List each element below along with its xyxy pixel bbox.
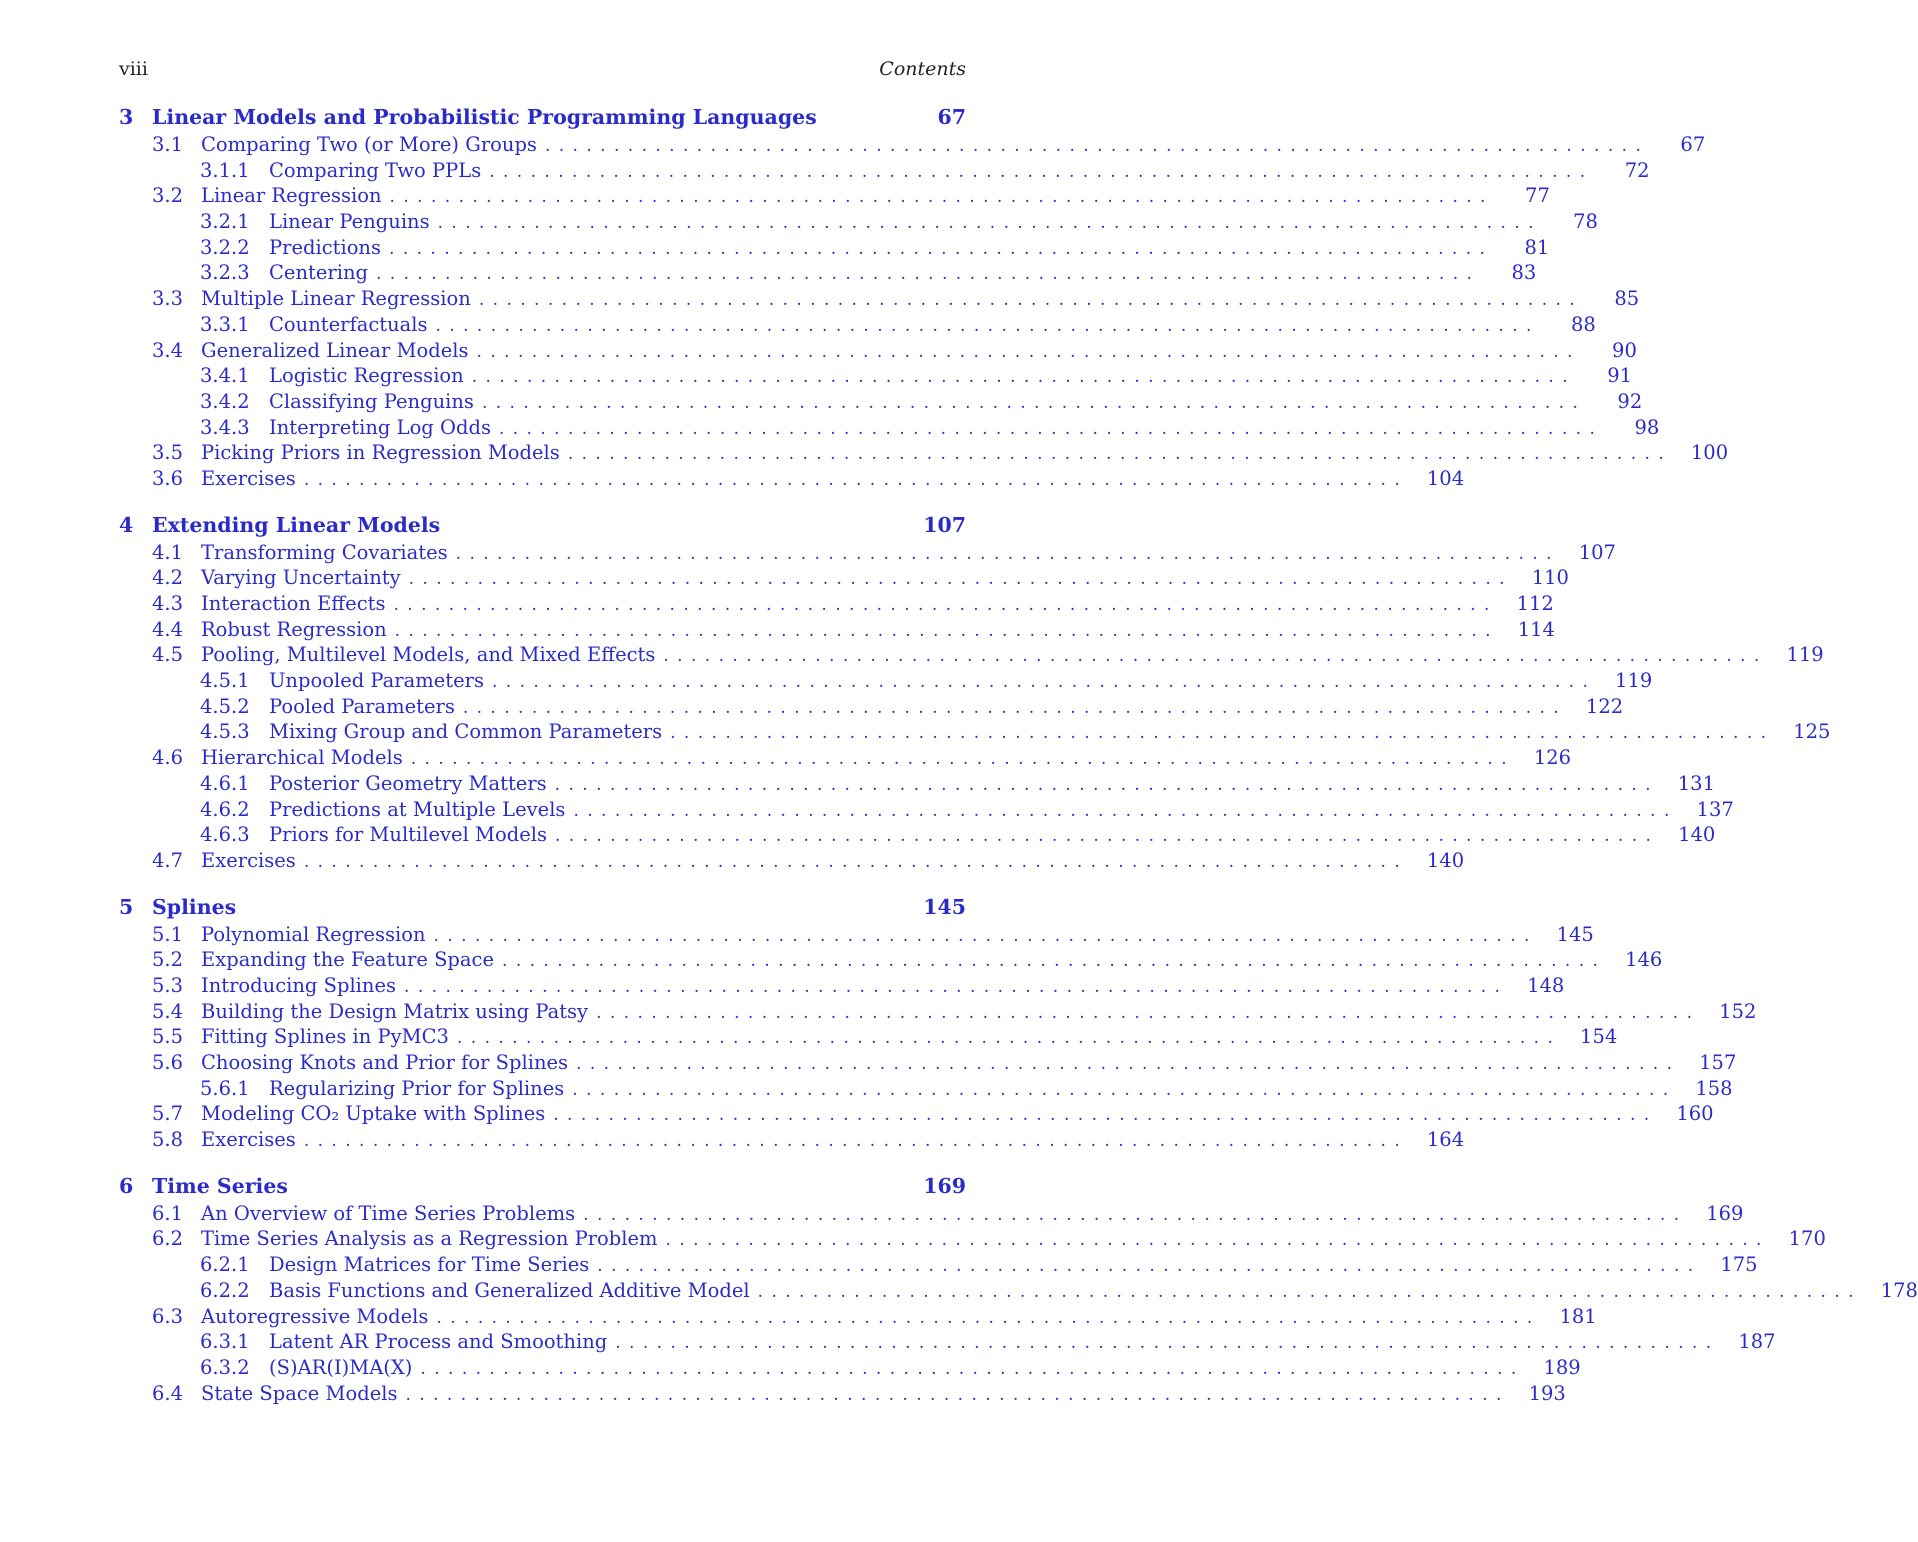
toc-number: 3.1.1 — [200, 158, 250, 182]
toc-page-number[interactable]: 170 — [1788, 1227, 1826, 1251]
toc-entry-chapter[interactable] — [119, 1174, 966, 1202]
toc-title[interactable]: Linear Regression — [201, 184, 382, 208]
toc-entry-subsection[interactable] — [119, 1330, 1776, 1356]
toc-title[interactable]: Pooling, Multilevel Models, and Mixed Effects — [201, 643, 656, 667]
toc-entry-section[interactable] — [119, 338, 1637, 365]
toc-number: 4.6.3 — [200, 823, 250, 847]
dot-leader: ................................................................................ — [303, 1131, 1409, 1152]
toc-entry-subsection[interactable] — [119, 364, 1633, 390]
dot-leader: ................................................................................ — [583, 1204, 1688, 1225]
toc-page-number[interactable]: 119 — [1615, 669, 1653, 693]
toc-page-number[interactable]: 107 — [1578, 540, 1616, 564]
toc-entry-section[interactable] — [119, 540, 1616, 567]
toc-title[interactable]: State Space Models — [201, 1381, 398, 1405]
dot-leader: ................................................................................ — [502, 951, 1607, 972]
toc-page-number[interactable]: 91 — [1607, 364, 1633, 388]
toc-entry-section[interactable] — [119, 948, 1663, 974]
toc-entry-section[interactable] — [119, 1227, 1826, 1253]
toc-title[interactable]: Interpreting Log Odds — [269, 415, 491, 439]
toc-page-number[interactable]: 140 — [1426, 848, 1465, 872]
toc-number: 6.4 — [152, 1381, 184, 1405]
dot-leader: ................................................................................ — [553, 1105, 1658, 1126]
toc-title[interactable]: Exercises — [201, 466, 296, 490]
toc-title[interactable]: Design Matrices for Time Series — [269, 1253, 590, 1277]
toc-number: 3.4.3 — [200, 415, 250, 439]
toc-page-number[interactable]: 122 — [1585, 694, 1624, 718]
dot-leader: ................................................................................ — [303, 851, 1409, 872]
toc-entry-section[interactable] — [119, 643, 1824, 669]
toc-title[interactable]: Comparing Two (or More) Groups — [201, 133, 537, 156]
toc-title[interactable]: Exercises — [201, 848, 296, 872]
toc-entry-subsection[interactable] — [119, 415, 1660, 442]
toc-entry-section[interactable] — [119, 1102, 1714, 1128]
toc-page-number[interactable]: 83 — [1511, 261, 1537, 285]
dot-leader: ................................................................................ — [394, 620, 1499, 641]
toc-number: 4.4 — [152, 617, 184, 641]
toc-entry-subsection[interactable] — [119, 389, 1643, 416]
toc-page-number[interactable]: 137 — [1696, 797, 1734, 821]
toc-page-number[interactable]: 88 — [1571, 312, 1596, 336]
toc-number: 5 — [119, 894, 134, 919]
toc-title[interactable]: Extending Linear Models — [152, 512, 441, 537]
toc-title[interactable]: Unpooled Parameters — [269, 669, 484, 693]
toc-number: 3.3 — [152, 287, 184, 311]
toc-title[interactable]: Linear Models and Probabilistic Programming Languages — [152, 105, 817, 129]
toc-title[interactable]: Centering — [269, 261, 368, 285]
dot-leader: ................................................................................ — [498, 418, 1604, 439]
toc-entry-section[interactable] — [119, 1381, 1566, 1408]
toc-title[interactable]: Generalized Linear Models — [201, 338, 469, 362]
toc-title[interactable]: Autoregressive Models — [201, 1304, 429, 1328]
toc-title[interactable]: Exercises — [201, 1128, 296, 1152]
toc-entry-section[interactable] — [119, 592, 1554, 618]
dot-leader: ................................................................................ — [615, 1333, 1720, 1354]
toc-page-number[interactable]: 114 — [1517, 617, 1555, 641]
toc-entry-subsection[interactable] — [119, 235, 1550, 262]
toc-title[interactable]: Linear Penguins — [269, 210, 430, 234]
toc-number: 4.6.1 — [200, 771, 250, 795]
toc-entry-section[interactable] — [119, 441, 1729, 467]
toc-number: 3.4 — [152, 338, 184, 362]
dot-leader: ................................................................................ — [389, 187, 1494, 208]
toc-page-number[interactable]: 81 — [1524, 235, 1550, 259]
toc-number: 4.5.2 — [200, 694, 250, 718]
toc-entry-subsection[interactable] — [119, 694, 1624, 721]
toc-title[interactable]: Multiple Linear Regression — [201, 287, 471, 311]
toc-title[interactable]: Choosing Knots and Prior for Splines — [201, 1051, 569, 1074]
toc-number: 3.2 — [152, 184, 184, 208]
toc-number: 6.3 — [152, 1304, 184, 1328]
toc-entry-section[interactable] — [119, 1128, 1465, 1154]
toc-entry-subsection[interactable] — [119, 1278, 1918, 1305]
dot-leader: ................................................................................ — [456, 1028, 1562, 1049]
toc-entry-section[interactable] — [119, 287, 1640, 313]
dot-leader: ................................................................................ — [544, 136, 1650, 156]
toc-title[interactable]: Polynomial Regression — [201, 922, 426, 946]
toc-title[interactable]: Predictions at Multiple Levels — [269, 797, 566, 821]
toc-number: 5.6.1 — [200, 1076, 250, 1100]
toc-number: 4 — [119, 512, 134, 537]
dot-leader: ................................................................................ — [576, 1054, 1681, 1074]
toc-page-number[interactable]: 78 — [1573, 210, 1598, 234]
toc-title[interactable]: Time Series Analysis as a Regression Problem — [201, 1227, 658, 1251]
toc-number: 3.2.1 — [200, 210, 250, 234]
toc-number: 5.1 — [152, 922, 184, 946]
dot-leader: ................................................................................ — [757, 1281, 1862, 1302]
toc-title[interactable]: Splines — [152, 894, 237, 919]
toc-page-number[interactable]: 67 — [937, 105, 966, 129]
toc-number: 4.5.1 — [200, 669, 250, 693]
toc-title[interactable]: Comparing Two PPLs — [269, 158, 482, 182]
toc-entry-chapter[interactable] — [119, 105, 966, 133]
dot-leader: ................................................................................ — [437, 213, 1542, 234]
toc-entry-section[interactable] — [119, 999, 1757, 1026]
dot-leader: ................................................................................ — [670, 723, 1775, 744]
toc-entry-section[interactable] — [119, 973, 1565, 1000]
toc-page-number[interactable]: 187 — [1738, 1330, 1776, 1354]
toc-title[interactable]: Predictions — [269, 235, 382, 259]
toc-entry-subsection[interactable] — [119, 261, 1537, 287]
toc-entry-subsection[interactable] — [119, 720, 1831, 746]
toc-page-number[interactable]: 175 — [1720, 1253, 1758, 1277]
toc-page-number[interactable]: 158 — [1695, 1076, 1733, 1100]
dot-leader: ................................................................................ — [491, 672, 1597, 693]
toc-page-number[interactable]: 193 — [1528, 1381, 1566, 1405]
toc-page-number[interactable]: 98 — [1634, 415, 1660, 439]
toc-entry-section[interactable] — [119, 566, 1569, 592]
toc-title[interactable]: Time Series — [152, 1173, 288, 1198]
toc-page-number[interactable]: 181 — [1559, 1304, 1597, 1328]
toc-number: 6.2.1 — [200, 1253, 250, 1277]
toc-number: 4.1 — [152, 540, 184, 564]
dot-leader: ................................................................................ — [435, 315, 1540, 336]
toc-number: 5.2 — [152, 948, 184, 972]
running-header — [119, 58, 966, 80]
dot-leader: ................................................................................ — [471, 367, 1577, 388]
toc-title[interactable]: Robust Regression — [201, 617, 387, 641]
toc-number: 3.6 — [152, 466, 184, 490]
dot-leader: ................................................................................ — [489, 161, 1594, 182]
dot-leader: ................................................................................ — [663, 646, 1768, 667]
toc-number: 3 — [119, 105, 134, 129]
toc-page-number[interactable]: 100 — [1690, 441, 1729, 465]
toc-page-number[interactable]: 104 — [1426, 466, 1465, 490]
toc-entry-section[interactable] — [119, 1025, 1618, 1051]
toc-number: 6.2.2 — [200, 1278, 250, 1302]
dot-leader: ................................................................................ — [404, 976, 1509, 997]
toc-title[interactable]: Regularizing Prior for Splines — [269, 1076, 565, 1100]
toc-page-number[interactable]: 146 — [1625, 948, 1663, 972]
toc-entry-subsection[interactable] — [119, 797, 1734, 824]
page-number: viii — [119, 58, 148, 80]
toc-title[interactable]: Posterior Geometry Matters — [269, 771, 547, 795]
dot-leader: ................................................................................ — [573, 800, 1678, 821]
toc-title[interactable]: An Overview of Time Series Problems — [201, 1201, 576, 1225]
toc-page-number[interactable]: 92 — [1617, 389, 1643, 413]
toc-entry-section[interactable] — [119, 466, 1465, 493]
dot-leader: ................................................................................ — [462, 697, 1568, 718]
toc-page-number[interactable]: 169 — [923, 1173, 966, 1198]
toc-number: 6.2 — [152, 1227, 184, 1251]
toc-title[interactable]: Building the Design Matrix using Patsy — [201, 999, 589, 1023]
toc-entry-section[interactable] — [119, 922, 1594, 949]
running-title: Contents — [879, 58, 966, 80]
dot-leader: ................................................................................ — [596, 1002, 1701, 1023]
toc-number: 6.3.1 — [200, 1330, 250, 1354]
dot-leader: ................................................................................ — [665, 1230, 1770, 1251]
dot-leader: ................................................................................ — [389, 238, 1494, 259]
toc-title[interactable]: Fitting Splines in PyMC3 — [201, 1025, 449, 1049]
toc-title[interactable]: Classifying Penguins — [269, 389, 474, 413]
toc-entry-section[interactable] — [119, 746, 1572, 772]
toc-title[interactable]: Modeling CO₂ Uptake with Splines — [201, 1102, 546, 1126]
toc-page-number[interactable]: 152 — [1719, 999, 1757, 1023]
toc-page-number[interactable]: 119 — [1786, 643, 1824, 667]
toc-page-number[interactable]: 77 — [1525, 184, 1550, 208]
toc-number: 3.4.2 — [200, 389, 250, 413]
dot-leader: ................................................................................ — [476, 341, 1581, 362]
dot-leader: ................................................................................ — [405, 1384, 1510, 1405]
toc-number: 4.6.2 — [200, 797, 250, 821]
toc-entry-chapter[interactable] — [119, 513, 966, 541]
toc-title[interactable]: Hierarchical Models — [201, 746, 403, 770]
toc-page-number[interactable]: 164 — [1426, 1128, 1465, 1152]
toc-number: 3.4.1 — [200, 364, 250, 388]
toc-entry-subsection[interactable] — [119, 669, 1653, 695]
toc-page-number[interactable]: 189 — [1543, 1355, 1581, 1379]
toc-number: 4.7 — [152, 848, 184, 872]
toc-number: 6.3.2 — [200, 1355, 250, 1379]
toc-entry-subsection[interactable] — [119, 771, 1715, 798]
toc-number: 4.3 — [152, 592, 184, 615]
toc-number: 4.5.3 — [200, 720, 250, 744]
toc-entry-section[interactable] — [119, 1051, 1737, 1077]
toc-title[interactable]: Transforming Covariates — [201, 540, 448, 564]
table-of-contents — [119, 105, 1918, 1407]
toc-number: 4.5 — [152, 643, 184, 667]
toc-page-number[interactable]: 126 — [1533, 746, 1572, 770]
toc-number: 5.3 — [152, 973, 184, 997]
toc-title[interactable]: Picking Priors in Regression Models — [201, 441, 560, 465]
toc-title[interactable]: Latent AR Process and Smoothing — [269, 1330, 608, 1354]
dot-leader: ................................................................................ — [555, 826, 1660, 847]
toc-entry-section[interactable] — [119, 184, 1550, 210]
toc-title[interactable]: Varying Uncertainty — [201, 566, 401, 590]
toc-number: 3.3.1 — [200, 312, 250, 336]
dot-leader: ................................................................................ — [554, 774, 1659, 795]
dot-leader: ................................................................................ — [420, 1358, 1525, 1379]
toc-title[interactable]: Expanding the Feature Space — [201, 948, 495, 972]
toc-page-number[interactable]: 90 — [1612, 338, 1637, 362]
toc-entry-subsection[interactable] — [119, 1076, 1733, 1103]
toc-page-number[interactable]: 148 — [1527, 973, 1565, 997]
toc-title[interactable]: Basis Functions and Generalized Additive Model — [269, 1278, 750, 1302]
toc-title[interactable]: Mixing Group and Common Parameters — [269, 720, 663, 744]
toc-page-number[interactable]: 107 — [923, 512, 966, 537]
toc-number: 5.7 — [152, 1102, 184, 1126]
dot-leader: ................................................................................ — [408, 569, 1513, 590]
toc-title[interactable]: Pooled Parameters — [269, 694, 455, 718]
toc-number: 3.5 — [152, 441, 184, 465]
toc-page-number[interactable]: 110 — [1531, 566, 1569, 590]
toc-page-number[interactable]: 131 — [1677, 771, 1715, 795]
toc-entry-subsection[interactable] — [119, 823, 1716, 849]
toc-title[interactable]: Counterfactuals — [269, 312, 428, 336]
toc-page-number[interactable]: 160 — [1676, 1102, 1714, 1126]
toc-page-number[interactable]: 72 — [1624, 158, 1650, 182]
toc-title[interactable]: (S)AR(I)MA(X) — [269, 1355, 413, 1379]
toc-page-number[interactable]: 169 — [1706, 1201, 1744, 1225]
toc-number: 5.6 — [152, 1051, 184, 1074]
dot-leader: ................................................................................ — [433, 925, 1538, 946]
toc-number: 6 — [119, 1173, 134, 1198]
dot-leader: ................................................................................ — [478, 290, 1584, 311]
toc-number: 3.1 — [152, 133, 184, 156]
toc-title[interactable]: Introducing Splines — [201, 973, 397, 997]
dot-leader: ................................................................................ — [410, 749, 1516, 770]
toc-title[interactable]: Interaction Effects — [201, 592, 386, 615]
toc-entry-section[interactable] — [119, 1201, 1744, 1228]
toc-entry-section[interactable] — [119, 1304, 1597, 1331]
toc-entry-chapter[interactable] — [119, 895, 966, 923]
toc-title[interactable]: Logistic Regression — [269, 364, 464, 388]
toc-number: 4.6 — [152, 746, 184, 770]
toc-page-number[interactable]: 157 — [1699, 1051, 1737, 1074]
dot-leader: ................................................................................ — [436, 1307, 1541, 1328]
toc-number: 3.2.2 — [200, 235, 250, 259]
toc-number: 4.2 — [152, 566, 184, 590]
toc-page-number[interactable]: 145 — [1556, 922, 1594, 946]
toc-page-number[interactable]: 154 — [1580, 1025, 1618, 1049]
dot-leader: ................................................................................ — [393, 595, 1498, 615]
toc-entry-subsection[interactable] — [119, 1355, 1581, 1382]
toc-page-number[interactable]: 67 — [1680, 133, 1706, 156]
dot-leader: ................................................................................ — [455, 543, 1560, 564]
toc-page-number[interactable]: 145 — [923, 894, 966, 919]
toc-page-number[interactable]: 140 — [1678, 823, 1716, 847]
toc-number: 5.8 — [152, 1128, 184, 1152]
dot-leader: ................................................................................ — [376, 264, 1481, 285]
dot-leader: ................................................................................ — [303, 469, 1409, 490]
toc-entry-subsection[interactable] — [119, 210, 1598, 236]
dot-leader: ................................................................................ — [481, 392, 1587, 413]
dot-leader: ................................................................................ — [597, 1256, 1702, 1277]
dot-leader: ................................................................................ — [572, 1079, 1677, 1100]
toc-page-number[interactable]: 112 — [1516, 592, 1554, 615]
toc-page-number[interactable]: 125 — [1793, 720, 1831, 744]
toc-number: 5.4 — [152, 999, 184, 1023]
toc-entry-subsection[interactable] — [119, 312, 1596, 339]
toc-entry-section[interactable] — [119, 617, 1555, 644]
toc-entry-section[interactable] — [119, 133, 1706, 159]
toc-entry-subsection[interactable] — [119, 1253, 1758, 1279]
toc-number: 5.5 — [152, 1025, 184, 1049]
toc-number: 6.1 — [152, 1201, 184, 1225]
toc-page-number[interactable]: 85 — [1614, 287, 1640, 311]
toc-entry-subsection[interactable] — [119, 158, 1650, 185]
toc-number: 3.2.3 — [200, 261, 250, 285]
dot-leader: ................................................................................ — [567, 444, 1673, 465]
toc-entry-section[interactable] — [119, 848, 1465, 875]
toc-title[interactable]: Priors for Multilevel Models — [269, 823, 547, 847]
toc-page-number[interactable]: 178 — [1880, 1278, 1918, 1302]
